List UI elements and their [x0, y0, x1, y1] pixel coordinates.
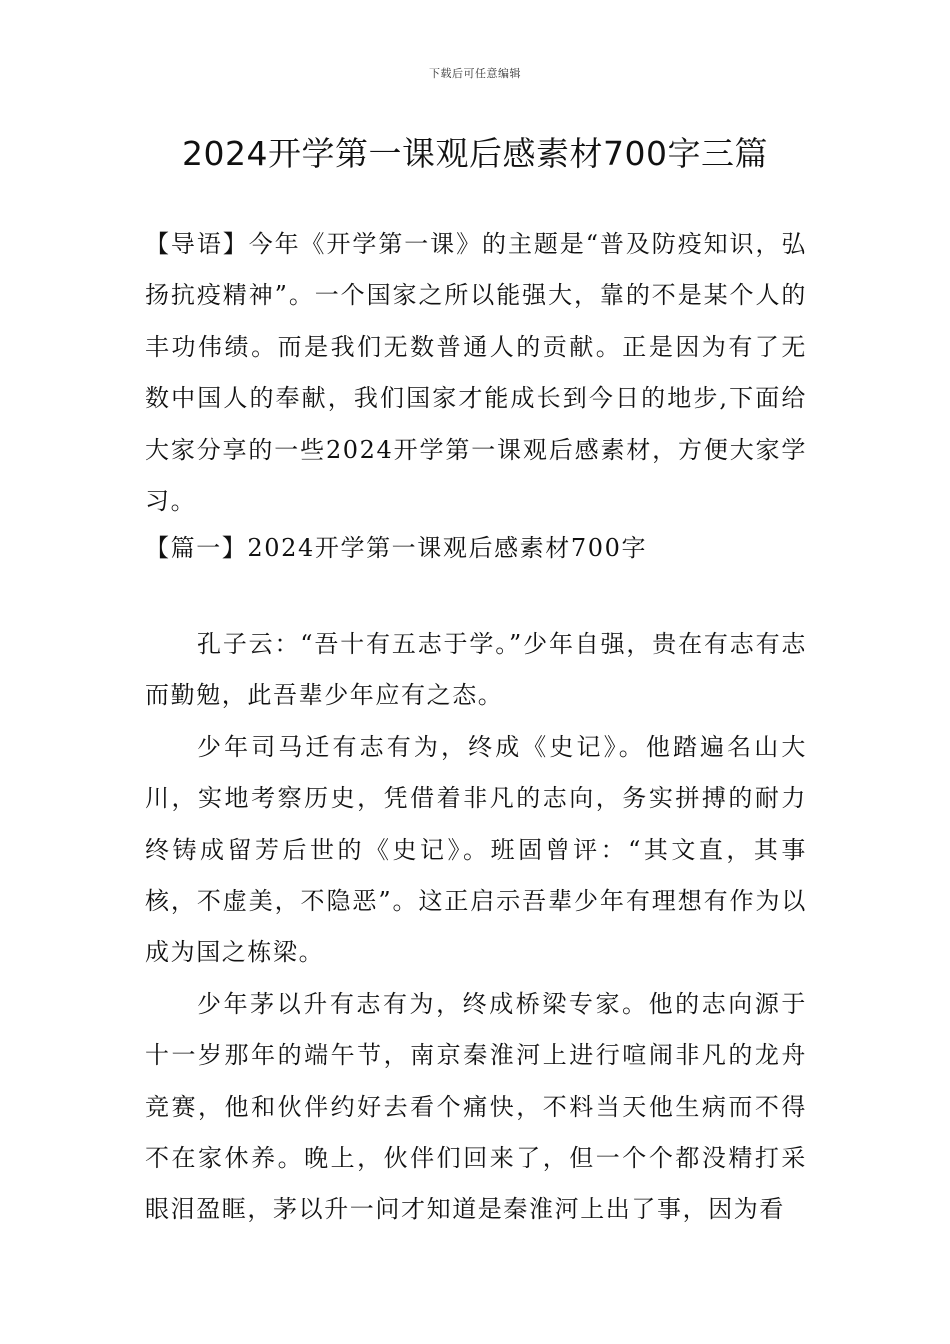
header-note: 下载后可任意编辑 — [429, 67, 521, 80]
body-paragraph: 孔子云：“吾十有五志于学。”少年自强，贵在有志有志而勤勉，此吾辈少年应有之态。 — [145, 630, 807, 710]
body-paragraph: 少年茅以升有志有为，终成桥梁专家。他的志向源于十一岁那年的端午节，南京秦淮河上进行喧闹非凡的龙舟竞赛，他和伙伴约好去看个痛快，不料当天他生病而不得不在家休养。晚上，伙伴们回来了，但一个个都没精打采眼泪盈眶，茅以升一问才知道是秦淮河上出了事，因为看 — [145, 989, 807, 1224]
document-title: 2024开学第一课观后感素材700字三篇 — [182, 134, 768, 173]
section-heading-block — [145, 523, 807, 574]
article-body — [145, 619, 807, 1236]
body-paragraph: 少年司马迁有志有为，终成《史记》。他踏遍名山大川，实地考察历史，凭借着非凡的志向，务实拼搏的耐力终铸成留芳后世的《史记》。班固曾评：“其文直，其事核，不虚美，不隐恶”。这正启示吾辈少年有理想有作为以成为国之栋梁。 — [145, 732, 807, 967]
intro-block — [145, 219, 807, 527]
section-heading: 【篇一】2024开学第一课观后感素材700字 — [145, 534, 648, 562]
intro-paragraph: 【导语】今年《开学第一课》的主题是“普及防疫知识，弘扬抗疫精神”。一个国家之所以能强大，靠的不是某个人的丰功伟绩。而是我们无数普通人的贡献。正是因为有了无数中国人的奉献，我们国家才能成长到今日的地步,下面给大家分享的一些2024开学第一课观后感素材，方便大家学习。 — [145, 230, 807, 516]
